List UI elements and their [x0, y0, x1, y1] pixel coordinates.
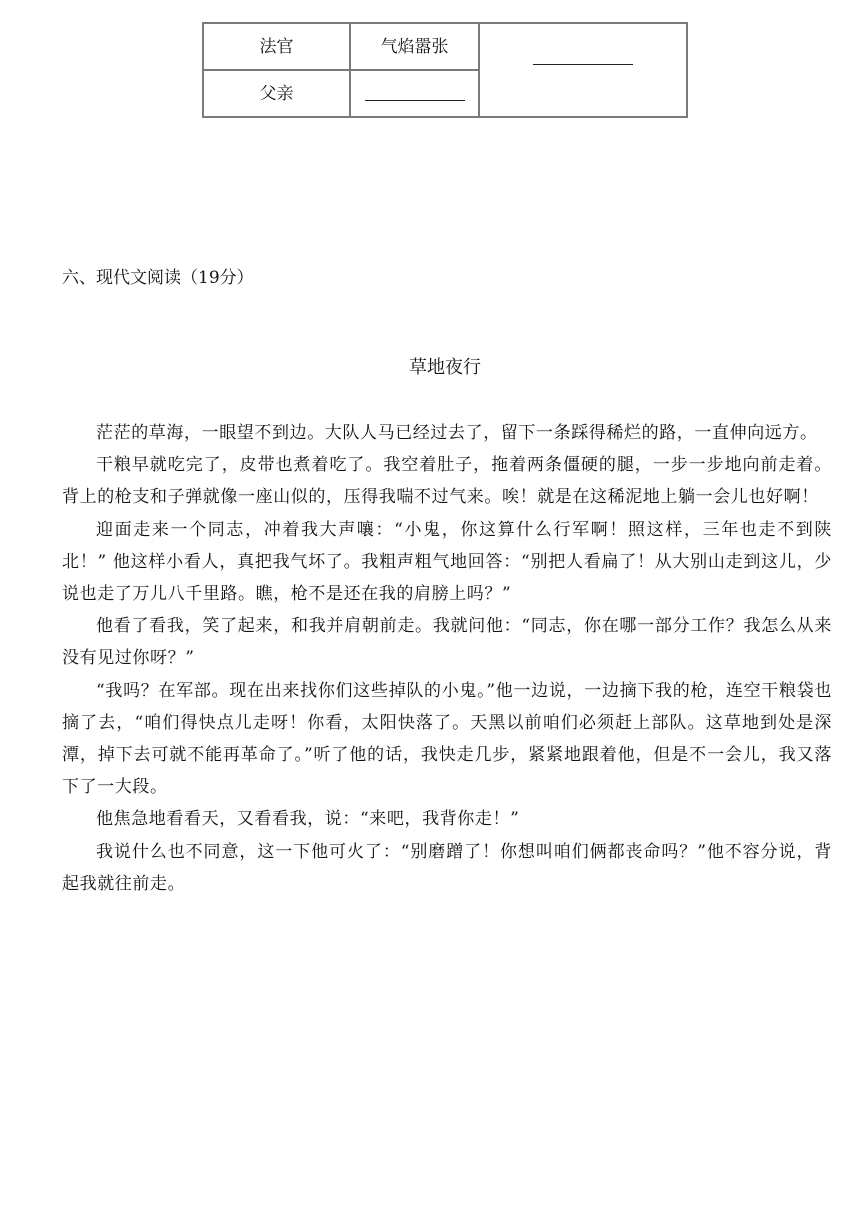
fill-in-blank[interactable]	[533, 64, 633, 65]
table-row	[203, 23, 687, 70]
table-cell-trait	[350, 70, 479, 117]
table-cell-name: 法官	[203, 23, 350, 70]
article-title: 草地夜行	[409, 357, 481, 378]
paragraph: 我说什么也不同意，这一下他可火了：“别磨蹭了！你想叫咱们俩都丧命吗？”他不容分说，背起我就往前走。	[62, 841, 832, 894]
fill-in-blank[interactable]	[365, 100, 465, 101]
section-heading: 六、现代文阅读（19分）	[62, 268, 254, 288]
paragraph: 茫茫的草海，一眼望不到边。大队人马已经过去了，留下一条踩得稀烂的路，一直伸向远方。	[96, 423, 818, 443]
table-cell-merged	[479, 23, 687, 117]
paragraph: 干粮早就吃完了，皮带也煮着吃了。我空着肚子，拖着两条僵硬的腿，一步一步地向前走着。背上的枪支和子弹就像一座山似的，压得我喘不过气来。唉！就是在这稀泥地上躺一会儿也好啊！	[62, 455, 832, 508]
character-table	[202, 22, 688, 118]
table-cell-name: 父亲	[203, 70, 350, 117]
paragraph: 他焦急地看看天，又看看我，说：“来吧，我背你走！”	[96, 809, 520, 830]
article-body	[62, 417, 832, 900]
table-cell-trait: 气焰嚣张	[350, 23, 479, 70]
paragraph: “我吗？在军部。现在出来找你们这些掉队的小鬼。”他一边说，一边摘下我的枪，连空干粮袋也摘了去，“咱们得快点儿走呀！你看，太阳快落了。天黑以前咱们必须赶上部队。这草地到处是深潭，掉下去可就不能再革命了。”听了他的话，我快走几步，紧紧地跟着他，但是不一会儿，我又落下了一大段。	[62, 680, 832, 798]
paragraph: 迎面走来一个同志，冲着我大声嚷：“小鬼，你这算什么行军啊！照这样，三年也走不到陕北！” 他这样小看人，真把我气坏了。我粗声粗气地回答：“别把人看扁了！从大别山走到这儿，少说也走了万儿八千里路。瞧，枪不是还在我的肩膀上吗？”	[62, 519, 832, 605]
paragraph: 他看了看我，笑了起来，和我并肩朝前走。我就问他：“同志，你在哪一部分工作？我怎么从来没有见过你呀？”	[62, 616, 832, 669]
